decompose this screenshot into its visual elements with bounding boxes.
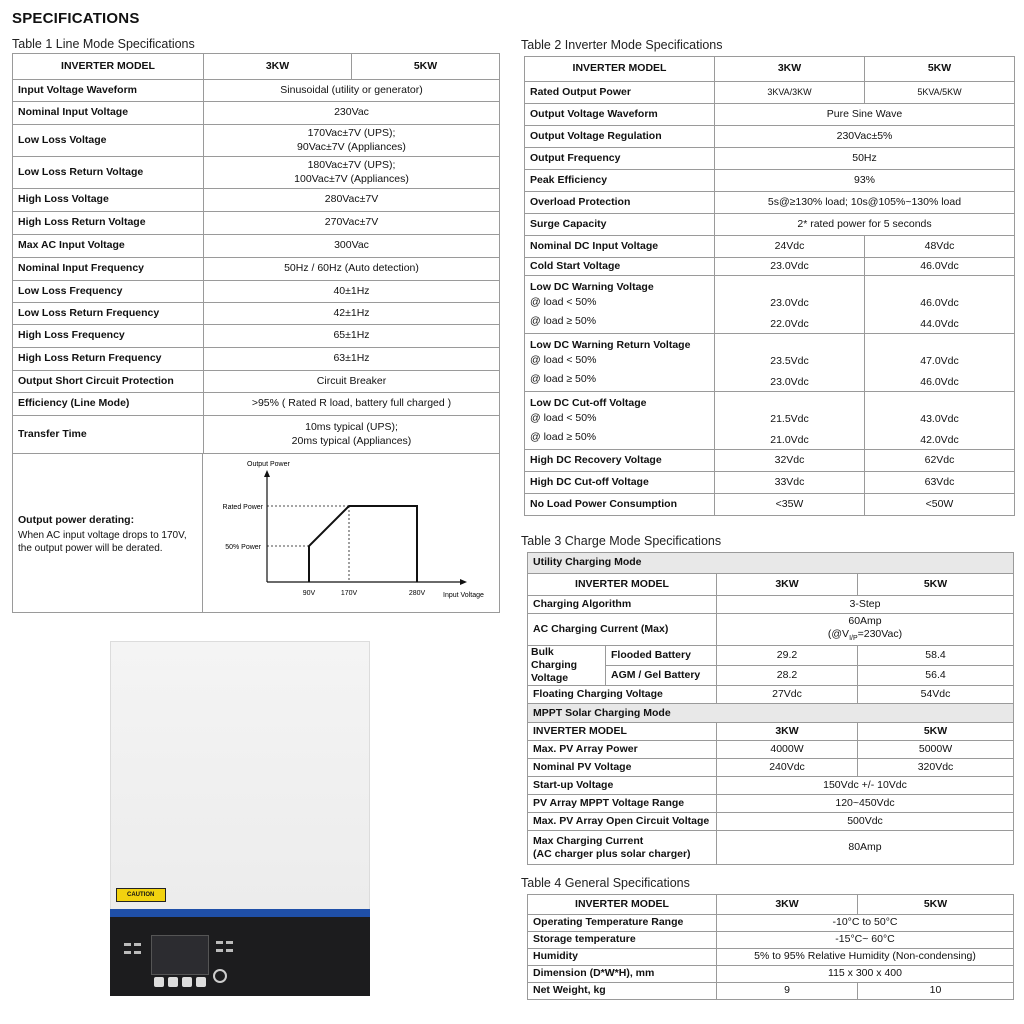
spec-value (204, 393, 500, 416)
spec-3kw: 23.0Vdc (715, 258, 865, 276)
spec-value (204, 348, 500, 371)
spec-label: Transfer Time (13, 416, 204, 454)
spec-5kw: 320Vdc (858, 759, 1014, 777)
spec-label: Output Voltage Regulation (525, 126, 715, 148)
spec-label: Cold Start Voltage (525, 258, 715, 276)
derating-text (13, 454, 203, 612)
x-tick-280v: 280V (408, 590, 426, 597)
spec-value (204, 212, 500, 235)
spec-value (204, 235, 500, 258)
spec-3kw-value: 21.0Vdc (770, 433, 809, 446)
spec-value-line: Circuit Breaker (316, 374, 387, 387)
spec-label: High DC Cut-off Voltage (525, 472, 715, 494)
spec-label: Dimension (D*W*H), mm (528, 966, 717, 983)
spec-label: Output Frequency (525, 148, 715, 170)
spec-3kw-value: 21.5Vdc (770, 412, 809, 425)
derating-graph (203, 454, 499, 612)
spec-value: -10°C to 50°C (717, 915, 1014, 932)
table-row (525, 170, 1015, 192)
derating-label: Output power derating: (18, 514, 135, 526)
table-row (528, 759, 1014, 777)
max-current-line1: Max Charging Current (533, 834, 644, 847)
panel-button-icon (196, 977, 206, 987)
spec-label: Output Voltage Waveform (525, 104, 715, 126)
table-row (13, 393, 500, 416)
spec-5kw (865, 392, 1015, 450)
spec-label: Peak Efficiency (525, 170, 715, 192)
utility-charging-title: Utility Charging Mode (528, 553, 1014, 574)
spec-label: Surge Capacity (525, 214, 715, 236)
max-current-line2: (AC charger plus solar charger) (533, 847, 691, 860)
device-blue-stripe (110, 909, 370, 917)
table-row (13, 371, 500, 393)
spec-label (525, 334, 715, 392)
spec-value: 5% to 95% Relative Humidity (Non-condensing) (717, 949, 1014, 966)
bulk-label-line1: Bulk Charging (531, 646, 578, 672)
spec-label: Humidity (528, 949, 717, 966)
table-row (528, 966, 1014, 983)
spec-value-line: 180Vac±7V (UPS); (307, 159, 396, 172)
table-row (525, 276, 1015, 334)
header-5kw: 5KW (858, 895, 1014, 915)
flooded-5kw: 58.4 (858, 646, 1014, 666)
header-5kw: 5KW (858, 574, 1014, 596)
spec-value (204, 157, 500, 189)
load-condition: @ load ≥ 50% (530, 431, 597, 444)
spec-5kw (865, 276, 1015, 334)
spec-value: 230Vac±5% (715, 126, 1015, 148)
inverter-device-image (110, 641, 370, 996)
spec-value-line: 280Vac±7V (324, 193, 379, 206)
x-axis-arrow-icon (460, 579, 467, 585)
spec-label: Operating Temperature Range (528, 915, 717, 932)
table3-caption: Table 3 Charge Mode Specifications (521, 534, 722, 548)
spec-value (204, 80, 500, 102)
spec-value: 500Vdc (717, 813, 1014, 831)
led-indicator (226, 941, 233, 944)
spec-value (204, 189, 500, 212)
spec-value (204, 371, 500, 393)
ac-current-pre: (@V (827, 628, 850, 641)
spec-value-line: 170Vac±7V (UPS); (307, 127, 396, 140)
spec-label: Efficiency (Line Mode) (13, 393, 204, 416)
page-title: SPECIFICATIONS (12, 10, 140, 27)
spec-label: Overload Protection (525, 192, 715, 214)
table-row (525, 472, 1015, 494)
header-3kw: 3KW (204, 54, 352, 80)
spec-value: -15°C~ 60°C (717, 932, 1014, 949)
table-row (528, 915, 1014, 932)
header-3kw: 3KW (715, 57, 865, 82)
spec-5kw-value: 47.0Vdc (920, 354, 959, 367)
spec-label: Input Voltage Waveform (13, 80, 204, 102)
load-condition: @ load ≥ 50% (530, 315, 597, 328)
panel-button-icon (182, 977, 192, 987)
spec-value-line: 10ms typical (UPS); (305, 421, 398, 434)
spec-value-line: 50Hz / 60Hz (Auto detection) (284, 262, 419, 275)
header-model: INVERTER MODEL (528, 895, 717, 915)
spec-value (204, 281, 500, 303)
derating-wrap (13, 454, 499, 612)
spec-value: 93% (715, 170, 1015, 192)
bulk-label-line2: Voltage (531, 672, 569, 685)
spec-3kw: 4000W (717, 741, 858, 759)
spec-value-line: 100Vac±7V (Appliances) (294, 172, 409, 185)
spec-value: 150Vdc +/- 10Vdc (717, 777, 1014, 795)
spec-value: 115 x 300 x 400 (717, 966, 1014, 983)
y-tick-half: 50% Power (225, 544, 261, 551)
ac-current-post: =230Vac) (857, 628, 903, 641)
spec-label: Start-up Voltage (528, 777, 717, 795)
table-row (525, 148, 1015, 170)
spec-3kw-value: 23.5Vdc (770, 354, 809, 367)
device-body (110, 641, 370, 911)
spec-5kw: 10 (858, 983, 1014, 1000)
y-tick-rated: Rated Power (222, 504, 263, 511)
spec-label: Storage temperature (528, 932, 717, 949)
spec-label: Nominal Input Frequency (13, 258, 204, 281)
spec-label: Max. PV Array Open Circuit Voltage (528, 813, 717, 831)
inverter-mode-table (524, 56, 1015, 516)
spec-3kw: 24Vdc (715, 236, 865, 258)
load-condition: @ load < 50% (530, 411, 597, 424)
header-5kw: 5KW (865, 57, 1015, 82)
spec-value-line: 40±1Hz (333, 284, 370, 297)
led-indicator (216, 941, 223, 944)
table-row (525, 450, 1015, 472)
spec-5kw: 63Vdc (865, 472, 1015, 494)
spec-label: Low Loss Return Voltage (13, 157, 204, 189)
header-model: INVERTER MODEL (525, 57, 715, 82)
spec-3kw (715, 334, 865, 392)
spec-3kw-value: 23.0Vdc (770, 296, 809, 309)
table-row (525, 334, 1015, 392)
charge-mode-table (527, 552, 1014, 865)
derating-row (13, 454, 500, 613)
floating-voltage-label: Floating Charging Voltage (528, 686, 717, 704)
spec-label: High Loss Return Voltage (13, 212, 204, 235)
table-row (525, 494, 1015, 516)
spec-value (204, 325, 500, 348)
spec-label-title: Low DC Warning Voltage (530, 280, 654, 293)
spec-value-line: 230Vac (334, 106, 369, 119)
spec-label: High Loss Voltage (13, 189, 204, 212)
spec-label: High Loss Return Frequency (13, 348, 204, 371)
y-axis-arrow-icon (264, 470, 270, 477)
spec-value: Pure Sine Wave (715, 104, 1015, 126)
table-row (13, 80, 500, 102)
spec-value-line: 63±1Hz (333, 352, 370, 365)
derating-chart (203, 454, 499, 612)
spec-label: Max. PV Array Power (528, 741, 717, 759)
panel-button-icon (168, 977, 178, 987)
floating-5kw: 54Vdc (858, 686, 1014, 704)
table-row (525, 214, 1015, 236)
led-indicator (216, 949, 223, 952)
spec-value (204, 125, 500, 157)
led-indicator (134, 943, 141, 946)
spec-5kw: <50W (865, 494, 1015, 516)
table-row (525, 192, 1015, 214)
spec-label: Net Weight, kg (528, 983, 717, 1000)
spec-value: 120~450Vdc (717, 795, 1014, 813)
spec-3kw-value: 22.0Vdc (770, 317, 809, 330)
spec-value-line: 90Vac±7V (Appliances) (297, 140, 406, 153)
spec-value: 5s@≥130% load; 10s@105%~130% load (715, 192, 1015, 214)
spec-label: PV Array MPPT Voltage Range (528, 795, 717, 813)
spec-5kw (865, 334, 1015, 392)
spec-value-line: 42±1Hz (333, 306, 370, 319)
spec-value (204, 258, 500, 281)
bulk-charging-label (528, 646, 606, 686)
spec-label: Low Loss Return Frequency (13, 303, 204, 325)
device-control-panel (110, 917, 370, 996)
spec-label: Nominal Input Voltage (13, 102, 204, 125)
table2-caption: Table 2 Inverter Mode Specifications (521, 38, 723, 52)
spec-value: 2* rated power for 5 seconds (715, 214, 1015, 236)
spec-value: 50Hz (715, 148, 1015, 170)
max-charging-current-value: 80Amp (717, 831, 1014, 865)
x-axis-label: Input Voltage (443, 592, 484, 599)
table-row (528, 777, 1014, 795)
table-row (13, 212, 500, 235)
header-model: INVERTER MODEL (13, 54, 204, 80)
agm-5kw: 56.4 (858, 666, 1014, 686)
spec-label: Nominal DC Input Voltage (525, 236, 715, 258)
ac-current-sub: I/P (849, 635, 858, 643)
table-row (13, 281, 500, 303)
mppt-charging-title: MPPT Solar Charging Mode (528, 704, 1014, 723)
floating-3kw: 27Vdc (717, 686, 858, 704)
spec-3kw (715, 276, 865, 334)
ac-current-line1: 60Amp (848, 615, 882, 628)
spec-3kw (715, 392, 865, 450)
derating-description: When AC input voltage drops to 170V, the output power will be derated. (18, 530, 187, 554)
led-indicator (134, 951, 141, 954)
table-row (528, 932, 1014, 949)
table-row (13, 157, 500, 189)
spec-5kw: 48Vdc (865, 236, 1015, 258)
spec-label (525, 392, 715, 450)
spec-label-title: Low DC Warning Return Voltage (530, 338, 691, 351)
derating-cell (13, 454, 500, 613)
led-indicator (226, 949, 233, 952)
table-row (13, 325, 500, 348)
spec-3kw: 33Vdc (715, 472, 865, 494)
table-row (13, 303, 500, 325)
spec-label: Output Short Circuit Protection (13, 371, 204, 393)
load-condition: @ load < 50% (530, 353, 597, 366)
load-condition: @ load ≥ 50% (530, 373, 597, 386)
spec-label: High Loss Frequency (13, 325, 204, 348)
spec-label (525, 276, 715, 334)
spec-label: No Load Power Consumption (525, 494, 715, 516)
x-tick-170v: 170V (340, 590, 358, 597)
table-row (525, 104, 1015, 126)
charging-algorithm-value: 3-Step (717, 596, 1014, 614)
spec-5kw-value: 44.0Vdc (920, 317, 959, 330)
flooded-3kw: 29.2 (717, 646, 858, 666)
header-5kw: 5KW (352, 54, 500, 80)
table-row (13, 348, 500, 371)
table-row (525, 236, 1015, 258)
spec-5kw-value: 43.0Vdc (920, 412, 959, 425)
table-row (525, 258, 1015, 276)
table-row (528, 949, 1014, 966)
power-knob-icon (213, 969, 227, 983)
spec-5kw: 46.0Vdc (865, 258, 1015, 276)
panel-button-icon (154, 977, 164, 987)
spec-value-line: 270Vac±7V (324, 216, 379, 229)
spec-label: Low Loss Frequency (13, 281, 204, 303)
header-model: INVERTER MODEL (528, 574, 717, 596)
load-condition: @ load < 50% (530, 295, 597, 308)
led-indicator (124, 951, 131, 954)
table1-caption: Table 1 Line Mode Specifications (12, 37, 195, 51)
spec-5kw: 5000W (858, 741, 1014, 759)
y-axis-label: Output Power (247, 461, 290, 468)
derating-curve (309, 506, 417, 582)
table-row (525, 392, 1015, 450)
charging-algorithm-label: Charging Algorithm (528, 596, 717, 614)
header-3kw: 3KW (717, 895, 858, 915)
spec-3kw: <35W (715, 494, 865, 516)
spec-5kw: 5KVA/5KW (865, 82, 1015, 104)
spec-3kw: 32Vdc (715, 450, 865, 472)
table-row (13, 102, 500, 125)
table-row (13, 258, 500, 281)
spec-label: Low Loss Voltage (13, 125, 204, 157)
led-indicator (124, 943, 131, 946)
table-row (525, 82, 1015, 104)
table-row (13, 416, 500, 454)
ac-current-line2 (722, 628, 1008, 644)
spec-value-line: 300Vac (334, 239, 369, 252)
spec-5kw-value: 46.0Vdc (920, 296, 959, 309)
spec-label: Max AC Input Voltage (13, 235, 204, 258)
header-3kw: 3KW (717, 574, 858, 596)
table-row (13, 189, 500, 212)
spec-3kw: 3KVA/3KW (715, 82, 865, 104)
flooded-battery-label: Flooded Battery (606, 646, 717, 666)
spec-3kw: 240Vdc (717, 759, 858, 777)
spec-3kw-value: 23.0Vdc (770, 375, 809, 388)
caution-label: CAUTION (116, 888, 166, 902)
table4-caption: Table 4 General Specifications (521, 876, 690, 890)
spec-3kw: 9 (717, 983, 858, 1000)
mppt-header-3kw: 3KW (717, 723, 858, 741)
spec-value (204, 416, 500, 454)
general-specs-table (527, 894, 1014, 1000)
ac-charging-current-label: AC Charging Current (Max) (528, 614, 717, 646)
table-row (13, 235, 500, 258)
spec-5kw-value: 46.0Vdc (920, 375, 959, 388)
mppt-header-5kw: 5KW (858, 723, 1014, 741)
table-row (525, 126, 1015, 148)
agm-3kw: 28.2 (717, 666, 858, 686)
table-row (13, 125, 500, 157)
spec-value-line: >95% ( Rated R load, battery full charged ) (251, 397, 452, 410)
spec-label: High DC Recovery Voltage (525, 450, 715, 472)
table-row (528, 741, 1014, 759)
max-charging-current-label (528, 831, 717, 865)
agm-battery-label: AGM / Gel Battery (606, 666, 717, 686)
spec-value (204, 102, 500, 125)
lcd-screen (151, 935, 209, 975)
line-mode-table (12, 53, 500, 613)
spec-value-line: Sinusoidal (utility or generator) (280, 83, 423, 96)
table-row (528, 795, 1014, 813)
spec-label: Nominal PV Voltage (528, 759, 717, 777)
spec-5kw: 62Vdc (865, 450, 1015, 472)
spec-5kw-value: 42.0Vdc (920, 433, 959, 446)
spec-value-line: 65±1Hz (333, 329, 370, 342)
spec-label: Rated Output Power (525, 82, 715, 104)
spec-label-title: Low DC Cut-off Voltage (530, 396, 647, 409)
table-row (528, 983, 1014, 1000)
ac-charging-current-value (717, 614, 1014, 646)
table-row (528, 813, 1014, 831)
x-tick-90v: 90V (302, 590, 316, 597)
spec-value-line: 20ms typical (Appliances) (291, 434, 412, 447)
mppt-header-model: INVERTER MODEL (528, 723, 717, 741)
spec-value (204, 303, 500, 325)
